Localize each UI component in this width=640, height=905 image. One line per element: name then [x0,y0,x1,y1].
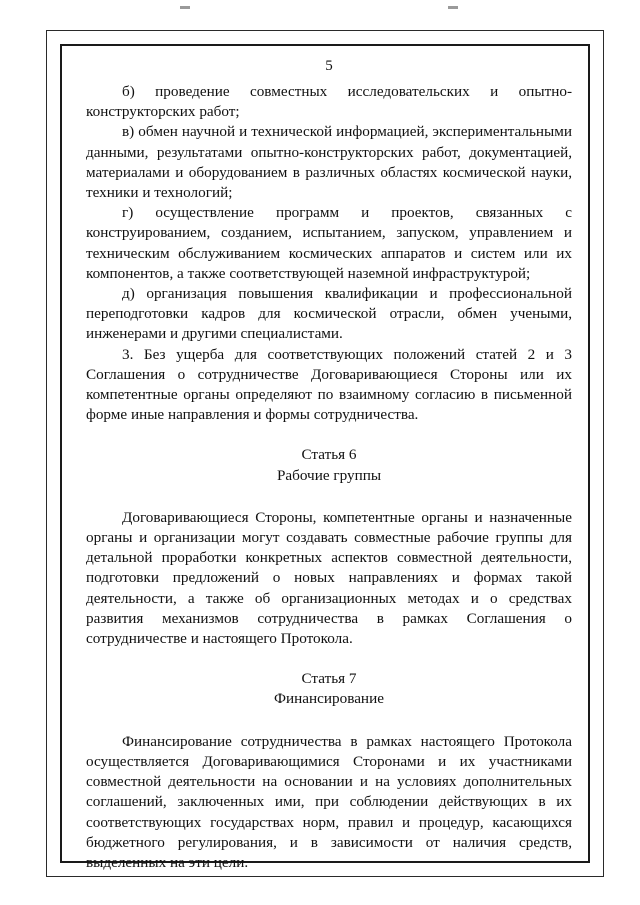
article-7-title: Финансирование [274,690,384,708]
article-7-number: Статья 7 [301,670,357,688]
scan-mark-left [180,6,190,9]
article-6-number: Статья 6 [301,446,357,464]
article-6-text: Договаривающиеся Стороны, компетентные органы и назначенные органы и организации могут создавать совместные рабочие группы для детальной проработки конкретных аспектов совместной деятельности, подготовки предложений о новых направлениях и формах такой деятельности, а также об организационных методах и о средствах развития механизмов сотрудничества в рамках Соглашения о сотрудничестве и настоящего Протокола. [86,508,572,648]
article-6-title: Рабочие группы [276,466,382,484]
scan-mark-right [448,6,458,9]
document-body [86,56,572,873]
list-item-v: в) обмен научной и технической информацией, экспериментальными данными, результатами опытно-конструкторских работ, документацией, материалами и оборудованием в различных областях космической науки, техники и технологий; [86,123,572,202]
list-item-d: д) организация повышения квалификации и профессиональной переподготовки кадров для космической отрасли, обмен учеными, инженерами и другими специалистами. [86,285,572,343]
page-number: 5 [325,58,333,74]
article-7-text: Финансирование сотрудничества в рамках настоящего Протокола осуществляется Договаривающимися Сторонами и их участниками совместной деятельности на основании и на условиях дополнительных соглашений, заключенных ими, при соблюдении действующих в их соответствующих государствах норм, правил и процедур, касающихся бюджетного регулирования, и в зависимости от наличия средств, выделенных на эти цели. [86,732,572,871]
paragraph-3: 3. Без ущерба для соответствующих положений статей 2 и 3 Соглашения о сотрудничестве Договаривающиеся Стороны или их компетентные органы определяют по взаимному согласию в письменной форме иные направления и формы сотрудничества. [86,345,572,424]
list-item-b: б) проведение совместных исследовательских и опытно-конструкторских работ; [86,83,572,121]
list-item-g: г) осуществление программ и проектов, связанных с конструированием, созданием, испытанием, запуском, управлением и техническим обслуживанием космических аппаратов и систем или их компонентов, а также соответствующей наземной инфраструктурой; [86,204,572,282]
